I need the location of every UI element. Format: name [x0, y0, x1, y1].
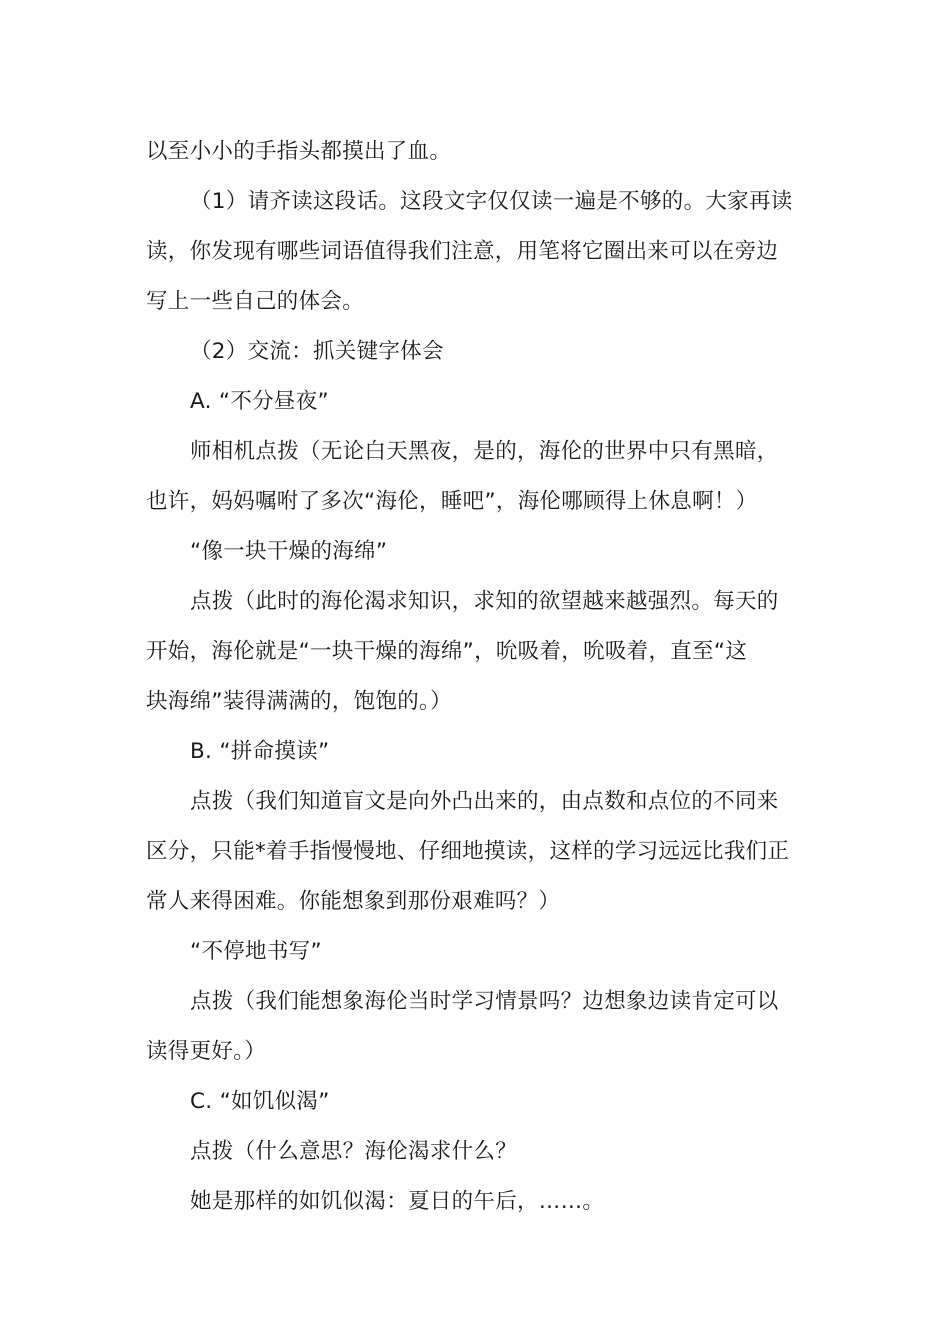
section-heading: B. “拼命摸读” — [190, 739, 330, 764]
paragraph-line: 常人来得困难。你能想象到那份艰难吗？） — [146, 889, 561, 914]
paragraph-line: 点拨（此时的海伦渴求知识，求知的欲望越来越强烈。每天的 — [190, 589, 779, 614]
paragraph-line: 写上一些自己的体会。 — [146, 289, 365, 314]
document-body — [146, 127, 816, 1227]
paragraph-line: 以至小小的手指头都摸出了血。 — [146, 139, 452, 164]
section-heading: “不停地书写” — [190, 939, 322, 964]
paragraph-line: （2）交流：抓关键字体会 — [190, 339, 444, 364]
paragraph-line: 读得更好。） — [146, 1039, 267, 1064]
paragraph-line: 读，你发现有哪些词语值得我们注意，用笔将它圈出来可以在旁边 — [146, 239, 779, 264]
paragraph-line: 她是那样的如饥似渴：夏日的午后，……。 — [190, 1189, 605, 1214]
section-heading: C. “如饥似渴” — [190, 1089, 330, 1114]
paragraph-line: 也许，妈妈嘱咐了多次“海伦，睡吧”，海伦哪顾得上休息啊！） — [146, 489, 758, 514]
paragraph-line: 开始，海伦就是“一块干燥的海绵”，吮吸着，吮吸着，直至“这 — [146, 639, 748, 664]
paragraph-line: 点拨（什么意思？海伦渴求什么？ — [190, 1139, 518, 1164]
paragraph-line: 点拨（我们知道盲文是向外凸出来的，由点数和点位的不同来 — [190, 789, 779, 814]
section-heading: “像一块干燥的海绵” — [190, 539, 388, 564]
section-heading: A. “不分昼夜” — [190, 389, 329, 414]
paragraph-line: 区分，只能*着手指慢慢地、仔细地摸读，这样的学习远远比我们正 — [146, 839, 790, 864]
paragraph-line: 师相机点拨（无论白天黑夜，是的，海伦的世界中只有黑暗， — [190, 439, 779, 464]
paragraph-line: （1）请齐读这段话。这段文字仅仅读一遍是不够的。大家再读 — [190, 189, 793, 214]
paragraph-line: 点拨（我们能想象海伦当时学习情景吗？边想象边读肯定可以 — [190, 989, 779, 1014]
paragraph-line: 块海绵”装得满满的，饱饱的。） — [146, 689, 452, 714]
